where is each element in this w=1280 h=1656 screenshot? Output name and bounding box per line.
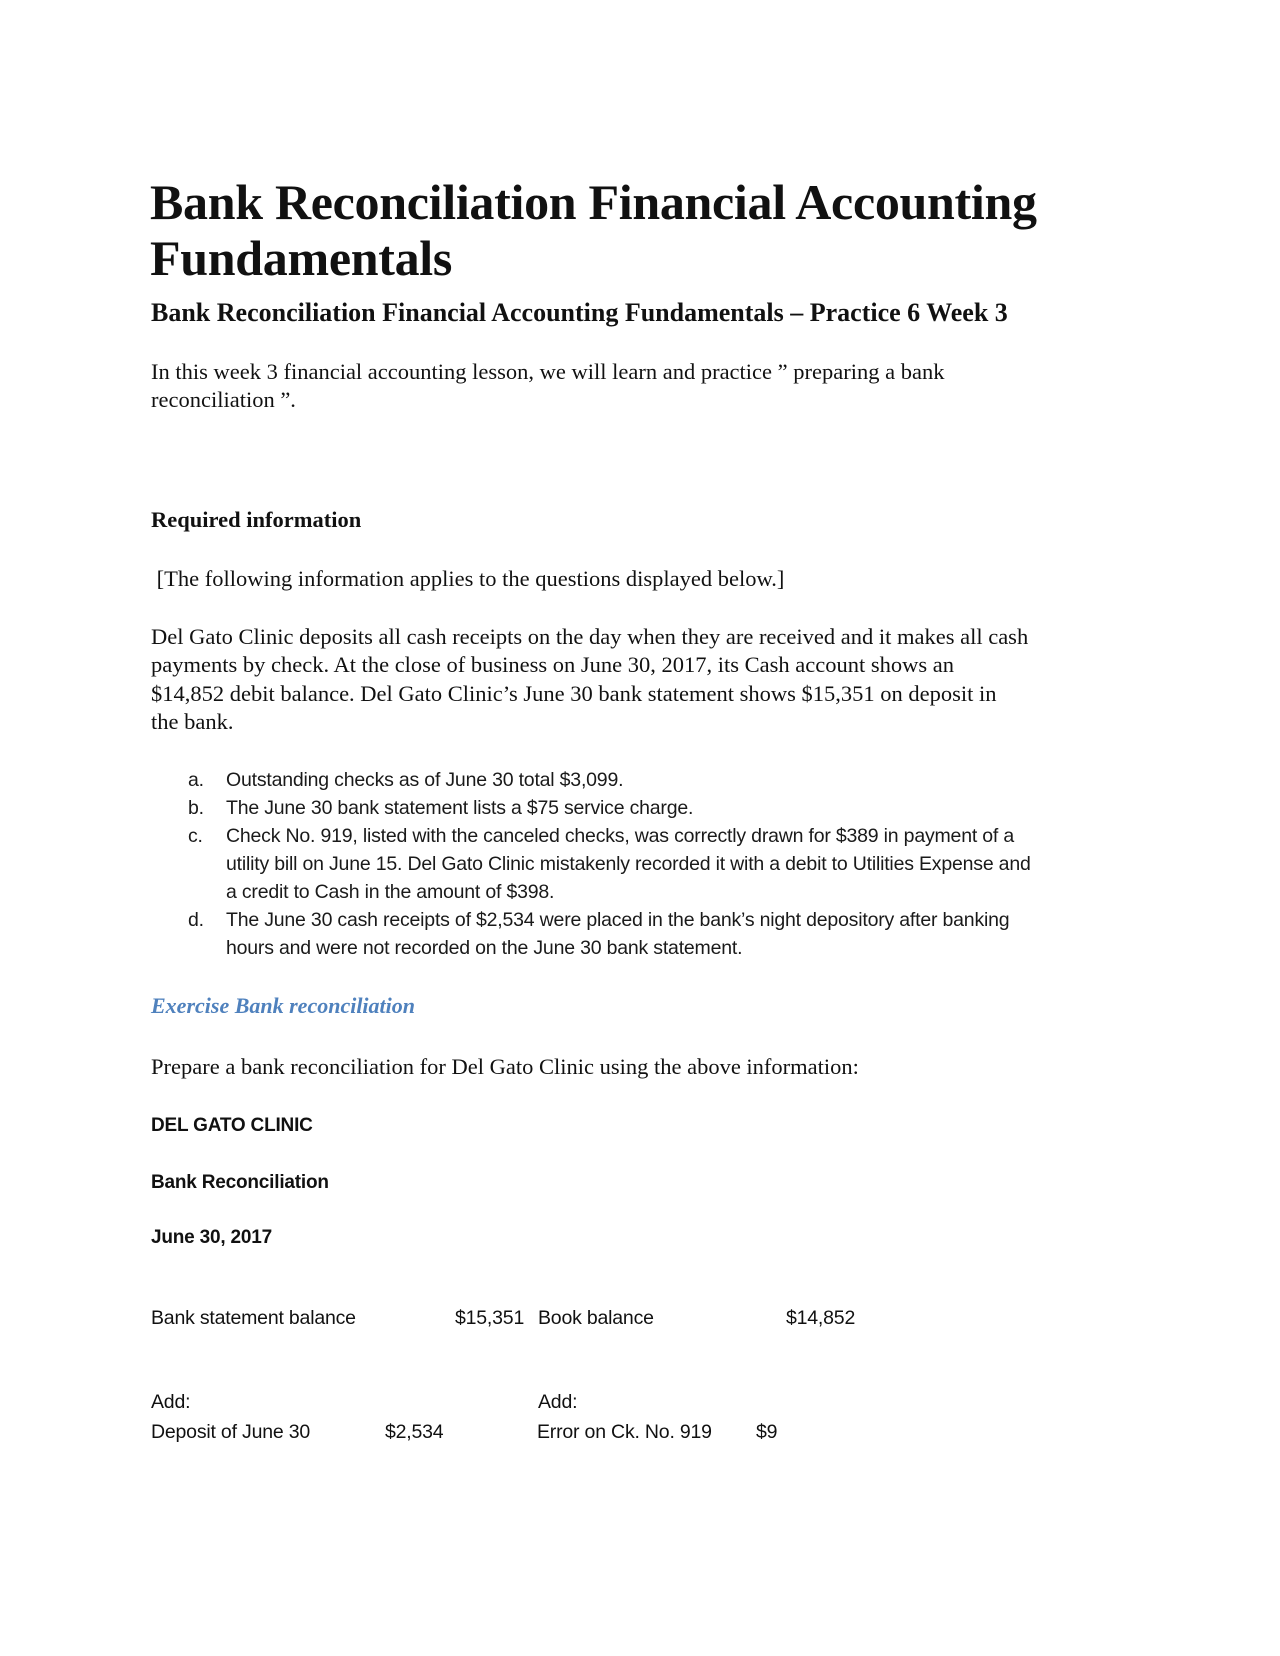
bank-balance-label: Bank statement balance [151,1307,356,1329]
book-balance-value: $14,852 [786,1307,856,1329]
bracket-note: [The following information applies to the questions displayed below.] [151,566,785,591]
bank-balance-value: $15,351 [455,1307,525,1329]
scenario-line-1: Del Gato Clinic deposits all cash receipts on the day when they are received and it makes all cash [151,624,1029,649]
document-title-line-2: Fundamentals [150,230,453,286]
book-add-label: Add: [538,1391,578,1413]
list-marker-d: d. [188,909,204,931]
list-item-c-line-1: Check No. 919, listed with the canceled checks, was correctly drawn for $389 in payment of a [226,825,1015,847]
book-balance-label: Book balance [538,1307,654,1329]
list-marker-c: c. [188,825,203,847]
book-error-label: Error on Ck. No. 919 [537,1421,712,1443]
list-item-c-line-3: a credit to Cash in the amount of $398. [226,881,555,903]
list-item-c-line-2: utility bill on June 15. Del Gato Clinic mistakenly recorded it with a debit to Utilities Expense and [226,853,1031,875]
exercise-heading: Exercise Bank reconciliation [151,993,415,1018]
exercise-prompt: Prepare a bank reconciliation for Del Gato Clinic using the above information: [151,1054,859,1079]
list-marker-a: a. [188,769,204,791]
book-error-value: $9 [756,1421,778,1443]
list-item-b-line-1: The June 30 bank statement lists a $75 service charge. [226,797,694,819]
list-item-d-line-2: hours and were not recorded on the June 30 bank statement. [226,937,743,959]
scenario-line-2: payments by check. At the close of business on June 30, 2017, its Cash account shows an [151,652,955,677]
statement-date: June 30, 2017 [151,1227,272,1248]
document-title-line-1: Bank Reconciliation Financial Accounting [150,174,1037,230]
statement-title: Bank Reconciliation [151,1172,329,1193]
document-subtitle: Bank Reconciliation Financial Accounting Fundamentals – Practice 6 Week 3 [151,298,1008,327]
intro-line-1: In this week 3 financial accounting lesson, we will learn and practice ” preparing a bank [151,359,945,384]
intro-line-2: reconciliation ”. [151,387,296,412]
list-marker-b: b. [188,797,204,819]
scenario-line-4: the bank. [151,709,234,734]
bank-add-label: Add: [151,1391,191,1413]
company-name: DEL GATO CLINIC [151,1115,313,1136]
scenario-line-3: $14,852 debit balance. Del Gato Clinic’s June 30 bank statement shows $15,351 on deposit in [151,681,997,706]
required-information-heading: Required information [151,507,362,532]
list-item-d-line-1: The June 30 cash receipts of $2,534 were placed in the bank’s night depository after banking [226,909,1010,931]
bank-deposit-label: Deposit of June 30 [151,1421,311,1443]
list-item-a-line-1: Outstanding checks as of June 30 total $3,099. [226,769,624,791]
bank-deposit-value: $2,534 [385,1421,444,1443]
